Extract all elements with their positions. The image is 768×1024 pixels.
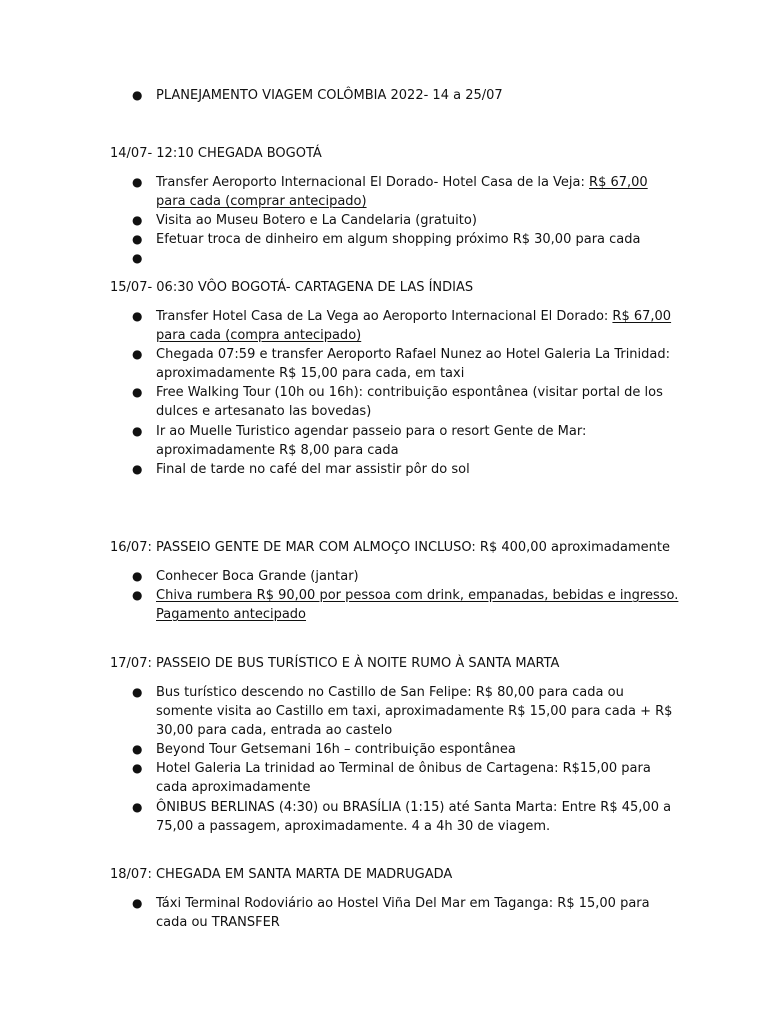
- list-item-continuation: cada ou TRANSFER: [156, 915, 280, 930]
- bullet-icon: ●: [132, 761, 143, 775]
- bullet-icon: ●: [132, 424, 143, 438]
- bullet-icon: ●: [132, 232, 143, 246]
- bullet-icon: ●: [132, 251, 143, 265]
- bullet-icon: ●: [132, 309, 143, 323]
- list-item-continuation: somente visita ao Castillo em taxi, aproximadamente R$ 15,00 para cada + R$: [156, 704, 673, 719]
- list-item: Chiva rumbera R$ 90,00 por pessoa com drink, empanadas, bebidas e ingresso.: [156, 588, 679, 603]
- section-heading-1707: 17/07: PASSEIO DE BUS TURÍSTICO E À NOITE RUMO À SANTA MARTA: [110, 656, 560, 671]
- bullet-icon: ●: [132, 896, 143, 910]
- bullet-icon: ●: [132, 462, 143, 476]
- list-item: Free Walking Tour (10h ou 16h): contribuição espontânea (visitar portal de los: [156, 385, 663, 400]
- list-item: Bus turístico descendo no Castillo de San Felipe: R$ 80,00 para cada ou: [156, 685, 624, 700]
- section-heading-1807: 18/07: CHEGADA EM SANTA MARTA DE MADRUGADA: [110, 867, 453, 882]
- list-item: Efetuar troca de dinheiro em algum shopping próximo R$ 30,00 para cada: [156, 232, 641, 247]
- list-item: Ir ao Muelle Turistico agendar passeio para o resort Gente de Mar:: [156, 424, 587, 439]
- document-title: PLANEJAMENTO VIAGEM COLÔMBIA 2022- 14 a 25/07: [156, 88, 503, 103]
- bullet-icon: ●: [132, 88, 143, 102]
- bullet-icon: ●: [132, 385, 143, 399]
- list-item-continuation: aproximadamente R$ 8,00 para cada: [156, 443, 399, 458]
- list-item: Transfer Hotel Casa de La Vega ao Aeroporto Internacional El Dorado: R$ 67,00: [156, 309, 672, 324]
- bullet-icon: ●: [132, 685, 143, 699]
- section-heading-1607: 16/07: PASSEIO GENTE DE MAR COM ALMOÇO INCLUSO: R$ 400,00 aproximadamente: [110, 540, 670, 555]
- list-item-continuation: aproximadamente R$ 15,00 para cada, em taxi: [156, 366, 465, 381]
- list-item: Transfer Aeroporto Internacional El Dorado- Hotel Casa de la Veja: R$ 67,00: [156, 175, 648, 190]
- bullet-icon: ●: [132, 569, 143, 583]
- bullet-icon: ●: [132, 175, 143, 189]
- list-item-continuation: dulces e artesanato las bovedas): [156, 404, 372, 419]
- bullet-icon: ●: [132, 588, 143, 602]
- list-item-continuation: 30,00 para cada, entrada ao castelo: [156, 723, 393, 738]
- section-heading-1407: 14/07- 12:10 CHEGADA BOGOTÁ: [110, 146, 322, 161]
- list-item: Beyond Tour Getsemani 16h – contribuição espontânea: [156, 742, 516, 757]
- bullet-icon: ●: [132, 800, 143, 814]
- list-item: Táxi Terminal Rodoviário ao Hostel Viña Del Mar em Taganga: R$ 15,00 para: [156, 896, 650, 911]
- list-item: Hotel Galeria La trinidad ao Terminal de ônibus de Cartagena: R$15,00 para: [156, 761, 651, 776]
- bullet-icon: ●: [132, 213, 143, 227]
- bullet-icon: ●: [132, 742, 143, 756]
- list-item-continuation: para cada (comprar antecipado): [156, 194, 367, 209]
- list-item-continuation: para cada (compra antecipado): [156, 328, 362, 343]
- section-heading-1507: 15/07- 06:30 VÔO BOGOTÁ- CARTAGENA DE LAS ÍNDIAS: [110, 280, 474, 295]
- list-item-continuation: 75,00 a passagem, aproximadamente. 4 a 4h 30 de viagem.: [156, 819, 551, 834]
- list-item: ÔNIBUS BERLINAS (4:30) ou BRASÍLIA (1:15) até Santa Marta: Entre R$ 45,00 a: [156, 800, 672, 815]
- list-item: Chegada 07:59 e transfer Aeroporto Rafael Nunez ao Hotel Galeria La Trinidad:: [156, 347, 671, 362]
- bullet-icon: ●: [132, 347, 143, 361]
- list-item-continuation: Pagamento antecipado: [156, 607, 307, 622]
- list-item-continuation: cada aproximadamente: [156, 780, 311, 795]
- list-item: Final de tarde no café del mar assistir pôr do sol: [156, 462, 470, 477]
- list-item: Conhecer Boca Grande (jantar): [156, 569, 359, 584]
- list-item: Visita ao Museu Botero e La Candelaria (gratuito): [156, 213, 477, 228]
